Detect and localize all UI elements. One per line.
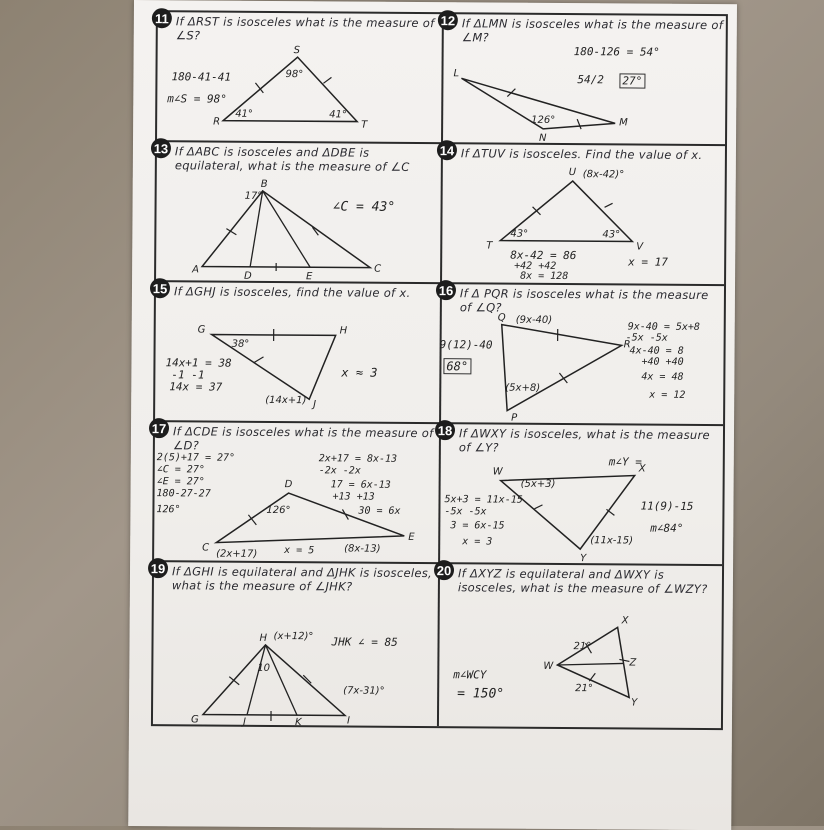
problem-14 xyxy=(442,144,727,284)
problem-number: 13 xyxy=(151,138,171,158)
work-line: 4x = 48 xyxy=(641,372,683,383)
worksheet-paper xyxy=(128,0,737,830)
angle-label: 43° xyxy=(510,229,528,240)
problem-15 xyxy=(155,282,440,422)
angle-label: (8x-42)° xyxy=(583,169,624,180)
vertex-label: J xyxy=(241,717,246,728)
work-line: ∠C = 43° xyxy=(333,199,396,214)
problem-question: If ΔGHI is equilateral and ΔJHK is isosceles, what is the measure of ∠JHK? xyxy=(172,564,434,594)
work-line: ∠E = 27° xyxy=(157,476,205,487)
work-line: ∠C = 27° xyxy=(157,464,205,475)
work-line: x = 17 xyxy=(628,255,668,268)
work-line: 17 = 6x-13 xyxy=(331,479,391,490)
vertex-label: D xyxy=(285,479,293,490)
work-line: x = 3 xyxy=(462,536,492,547)
problem-20 xyxy=(439,564,724,728)
work-line: = 150° xyxy=(457,686,504,701)
work-line: 4x-40 = 8 xyxy=(630,345,684,356)
problem-13 xyxy=(156,142,441,282)
work-line: 180-27-27 xyxy=(157,488,211,499)
angle-label: 43° xyxy=(602,229,620,240)
angle-label: (11x-15) xyxy=(590,535,633,546)
vertex-label: Z xyxy=(628,657,637,668)
work-line: x = 5 xyxy=(284,545,314,556)
triangle-diagram xyxy=(156,142,441,282)
angle-label: (9x-40) xyxy=(516,315,552,326)
angle-label: 38° xyxy=(232,339,250,350)
vertex-label: W xyxy=(543,661,554,672)
problem-question: If ΔRST is isosceles what is the measure of ∠S? xyxy=(176,14,438,44)
vertex-label: C xyxy=(374,264,381,275)
work-line: m∠Y = xyxy=(609,455,642,468)
angle-label: 41° xyxy=(329,109,347,120)
vertex-label: J xyxy=(311,399,316,410)
vertex-label: S xyxy=(294,45,301,56)
vertex-label: B xyxy=(261,179,268,190)
angle-label: 41° xyxy=(235,109,253,120)
vertex-label: Q xyxy=(498,313,506,324)
work-line: m∠84° xyxy=(650,522,683,535)
work-line: -5x -5x xyxy=(444,506,486,517)
angle-label: 98° xyxy=(285,69,303,80)
angle-label: 126° xyxy=(531,115,555,126)
work-line: 126° xyxy=(156,504,180,515)
vertex-label: T xyxy=(361,120,368,131)
work-line: +40 +40 xyxy=(641,357,683,368)
answer-box: 68° xyxy=(443,358,471,374)
vertex-label: D xyxy=(244,271,252,282)
work-line: 9x-40 = 5x+8 xyxy=(628,321,700,333)
vertex-label: X xyxy=(621,615,630,626)
angle-label: (5x+3) xyxy=(521,479,556,490)
problem-number: 18 xyxy=(435,420,455,440)
work-line: 14x+1 = 38 xyxy=(165,356,231,369)
angle-label: 17° xyxy=(245,191,263,202)
vertex-label: R xyxy=(213,117,220,128)
work-line: x = 12 xyxy=(649,390,685,401)
work-line: JHK ∠ = 85 xyxy=(331,635,397,648)
problem-question: If ΔGHJ is isosceles, find the value of x. xyxy=(174,284,436,300)
problem-16 xyxy=(441,284,726,424)
vertex-label: X xyxy=(638,464,647,475)
vertex-label: P xyxy=(511,413,518,424)
work-line: -1 -1 xyxy=(171,368,204,381)
work-line: 2(5)+17 = 27° xyxy=(157,452,235,464)
work-line: x ≈ 3 xyxy=(341,365,377,379)
problem-number: 14 xyxy=(437,140,457,160)
angle-label: 10 xyxy=(257,663,270,674)
answer-box: 27° xyxy=(619,73,645,88)
work-line: m∠WCY xyxy=(453,668,486,681)
work-line: 9(12)-40 xyxy=(440,338,493,351)
work-line: 180-41-41 xyxy=(171,70,231,83)
vertex-label: E xyxy=(408,532,415,543)
triangle-diagram xyxy=(442,144,727,284)
angle-label: (x+12)° xyxy=(274,631,314,642)
vertex-label: R xyxy=(624,339,631,350)
vertex-label: G xyxy=(191,714,199,725)
angle-label: (2x+17) xyxy=(216,549,257,560)
problem-question: If Δ PQR is isosceles what is the measure of ∠Q? xyxy=(460,286,722,316)
vertex-label: I xyxy=(347,716,350,727)
problem-11 xyxy=(157,12,442,142)
vertex-label: K xyxy=(295,717,303,728)
work-line: 11(9)-15 xyxy=(640,500,693,513)
vertex-label: H xyxy=(340,325,348,336)
work-line: 5x+3 = 11x-15 xyxy=(444,494,522,506)
vertex-label: W xyxy=(493,467,504,478)
angle-label: (7x-31)° xyxy=(343,685,384,696)
work-line: 30 = 6x xyxy=(358,506,400,517)
triangle-diagram xyxy=(155,282,440,422)
vertex-label: M xyxy=(619,117,628,128)
vertex-label: L xyxy=(453,68,459,79)
vertex-label: C xyxy=(202,542,209,553)
problem-18 xyxy=(440,424,725,564)
problem-number: 12 xyxy=(438,10,458,30)
vertex-label: Y xyxy=(631,697,638,708)
work-line: 3 = 6x-15 xyxy=(450,520,504,531)
problem-12 xyxy=(443,14,728,144)
problem-17 xyxy=(154,422,439,562)
vertex-label: V xyxy=(636,242,644,253)
problem-number: 17 xyxy=(149,418,169,438)
work-line: -2x -2x xyxy=(319,465,361,476)
work-line: +13 +13 xyxy=(332,491,374,502)
triangle-diagram xyxy=(439,564,724,728)
problem-question: If ΔXYZ is equilateral and ΔWXY is isosceles, what is the measure of ∠WZY? xyxy=(458,566,720,596)
vertex-label: G xyxy=(198,324,206,335)
work-line: m∠S = 98° xyxy=(167,92,227,105)
vertex-label: H xyxy=(260,633,268,644)
vertex-label: U xyxy=(569,167,577,178)
work-line: 8x-42 = 86 xyxy=(510,249,576,262)
vertex-label: N xyxy=(539,133,547,144)
work-line: 2x+17 = 8x-13 xyxy=(319,453,397,465)
vertex-label: A xyxy=(191,264,199,275)
problem-grid xyxy=(151,10,728,730)
work-line: -5x -5x xyxy=(626,332,668,343)
problem-question: If ΔTUV is isosceles. Find the value of x. xyxy=(461,146,723,162)
angle-label: 21° xyxy=(573,641,591,652)
problem-question: If ΔABC is isosceles and ΔDBE is equilateral, what is the measure of ∠C xyxy=(175,144,437,174)
problem-question: If ΔWXY is isosceles, what is the measure of ∠Y? xyxy=(459,426,721,456)
angle-label: (14x+1) xyxy=(265,395,306,406)
work-line: 180-126 = 54° xyxy=(574,45,660,59)
vertex-label: T xyxy=(486,240,493,251)
work-line: 14x = 37 xyxy=(169,380,222,393)
vertex-label: E xyxy=(306,271,313,282)
problem-question: If ΔCDE is isosceles what is the measure of ∠D? xyxy=(173,424,435,454)
problem-number: 20 xyxy=(434,560,454,580)
problem-number: 11 xyxy=(152,8,172,28)
work-line: 54/2 xyxy=(577,73,604,86)
problem-number: 15 xyxy=(150,278,170,298)
work-line: +42 +42 xyxy=(514,261,556,272)
vertex-label: Y xyxy=(580,553,587,564)
angle-label: (5x+8) xyxy=(505,383,540,394)
angle-label: (8x-13) xyxy=(344,543,380,554)
work-line: 8x = 128 xyxy=(520,271,568,282)
angle-label: 21° xyxy=(575,683,593,694)
angle-label: 126° xyxy=(266,505,290,516)
problem-number: 19 xyxy=(148,558,168,578)
problem-question: If ΔLMN is isosceles what is the measure of ∠M? xyxy=(462,16,724,46)
problem-19 xyxy=(153,562,438,726)
problem-number: 16 xyxy=(436,280,456,300)
